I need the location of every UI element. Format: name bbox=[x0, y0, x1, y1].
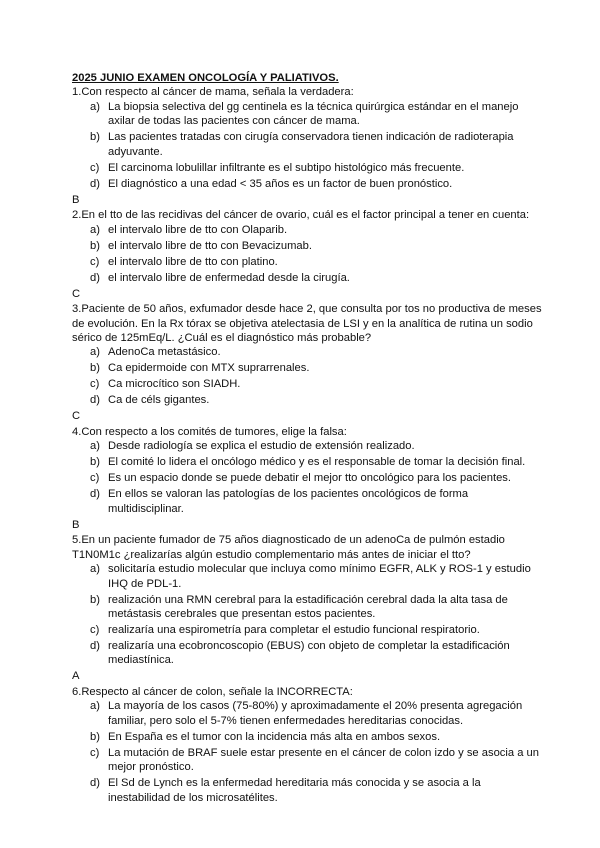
option-item bbox=[72, 699, 542, 728]
question-text: 6.Respecto al cáncer de colon, señale la INCORRECTA: bbox=[72, 686, 353, 699]
option-item bbox=[72, 223, 542, 237]
option-text: El comité lo lidera el oncólogo médico y es el responsable de tomar la decisión final. bbox=[108, 456, 526, 469]
option-list bbox=[72, 100, 542, 191]
option-item bbox=[72, 487, 542, 516]
option-text: El carcinoma lobulillar infiltrante es el subtipo histológico más frecuente. bbox=[108, 161, 465, 174]
option-letter: d) bbox=[90, 271, 100, 284]
option-letter: d) bbox=[90, 777, 100, 790]
option-text: Es un espacio donde se puede debatir el mejor tto oncológico para los pacientes. bbox=[108, 472, 512, 485]
option-item bbox=[72, 239, 542, 253]
option-letter: a) bbox=[90, 563, 100, 576]
question-2 bbox=[72, 208, 542, 301]
option-list bbox=[72, 699, 542, 805]
option-item bbox=[72, 393, 542, 407]
option-text: el intervalo libre de tto con Bevacizumab. bbox=[108, 239, 312, 252]
option-letter: b) bbox=[90, 730, 100, 743]
question-text: 2.En el tto de las recidivas del cáncer de ovario, cuál es el factor principal a tener en cuenta: bbox=[72, 209, 530, 222]
option-item bbox=[72, 623, 542, 637]
option-item bbox=[72, 361, 542, 375]
option-text: Ca microcítico son SIADH. bbox=[108, 378, 241, 391]
answer-key: B bbox=[72, 193, 80, 206]
question-text: 1.Con respecto al cáncer de mama, señala la verdadera: bbox=[72, 86, 354, 99]
option-item bbox=[72, 471, 542, 485]
option-item bbox=[72, 255, 542, 269]
option-letter: a) bbox=[90, 700, 100, 713]
option-text: el intervalo libre de enfermedad desde la cirugía. bbox=[108, 271, 350, 284]
option-item bbox=[72, 455, 542, 469]
option-letter: c) bbox=[90, 378, 100, 391]
option-letter: c) bbox=[90, 472, 100, 485]
option-letter: c) bbox=[90, 624, 100, 637]
answer-key: B bbox=[72, 518, 80, 531]
option-text: AdenoCa metastásico. bbox=[108, 346, 221, 359]
question-6 bbox=[72, 685, 542, 805]
option-letter: d) bbox=[90, 177, 100, 190]
option-text: el intervalo libre de tto con platino. bbox=[108, 255, 278, 268]
option-text: realización una RMN cerebral para la estadificación cerebral dada la alta tasa de metástasis cerebrales que presentan estos pacientes. bbox=[108, 593, 508, 621]
exam-title: 2025 JUNIO EXAMEN ONCOLOGÍA Y PALIATIVOS. bbox=[72, 72, 339, 84]
option-letter: d) bbox=[90, 488, 100, 501]
option-item bbox=[72, 562, 542, 591]
option-letter: b) bbox=[90, 239, 100, 252]
option-item bbox=[72, 639, 542, 668]
option-text: Ca epidermoide con MTX suprarrenales. bbox=[108, 362, 310, 375]
option-item bbox=[72, 161, 542, 175]
exam-document bbox=[72, 71, 542, 807]
answer-key: C bbox=[72, 410, 81, 423]
question-4 bbox=[72, 425, 542, 532]
answer-key: C bbox=[72, 287, 81, 300]
option-text: La mayoría de los casos (75-80%) y aproximadamente el 20% presenta agregación familiar, pero solo el 5-7% tienen enfermedades hereditarias conocidas. bbox=[108, 700, 523, 727]
option-letter: a) bbox=[90, 440, 100, 453]
option-item bbox=[72, 377, 542, 391]
option-text: Desde radiología se explica el estudio de extensión realizado. bbox=[108, 440, 415, 453]
question-text: 3.Paciente de 50 años, exfumador desde hace 2, que consulta por tos no productiva de meses de evolución. En la Rx tórax se objetiva atelectasia de LSI y en la analítica de rutina un sodio sérico de 125mEq/L. ¿Cuál es el diagnóstico más probable? bbox=[72, 303, 542, 345]
option-list bbox=[72, 223, 542, 285]
option-item bbox=[72, 177, 542, 191]
option-text: realizaría una ecobroncoscopio (EBUS) con objeto de completar la estadificación mediastínica. bbox=[108, 640, 510, 667]
question-1 bbox=[72, 85, 542, 207]
option-letter: c) bbox=[90, 255, 100, 268]
option-item bbox=[72, 100, 542, 129]
option-letter: d) bbox=[90, 394, 100, 407]
option-item bbox=[72, 593, 542, 622]
option-item bbox=[72, 271, 542, 285]
option-letter: c) bbox=[90, 161, 100, 174]
option-item bbox=[72, 746, 542, 775]
option-letter: a) bbox=[90, 346, 100, 359]
option-letter: b) bbox=[90, 456, 100, 469]
option-text: En España es el tumor con la incidencia más alta en ambos sexos. bbox=[108, 730, 441, 743]
option-text: realizaría una espirometría para completar el estudio funcional respiratorio. bbox=[108, 624, 480, 637]
option-text: En ellos se valoran las patologías de los pacientes oncológicos de forma multidisciplinar. bbox=[108, 488, 469, 515]
question-3 bbox=[72, 302, 542, 424]
option-text: el intervalo libre de tto con Olaparib. bbox=[108, 223, 288, 236]
option-item bbox=[72, 130, 542, 159]
option-letter: b) bbox=[90, 362, 100, 375]
option-text: El diagnóstico a una edad < 35 años es un factor de buen pronóstico. bbox=[108, 177, 453, 190]
option-letter: c) bbox=[90, 746, 100, 759]
question-text: 4.Con respecto a los comités de tumores, elige la falsa: bbox=[72, 426, 347, 439]
option-list bbox=[72, 439, 542, 516]
option-letter: a) bbox=[90, 100, 100, 113]
option-item bbox=[72, 730, 542, 744]
option-letter: b) bbox=[90, 131, 100, 144]
question-5 bbox=[72, 533, 542, 683]
option-letter: d) bbox=[90, 640, 100, 653]
option-letter: a) bbox=[90, 223, 100, 236]
option-text: El Sd de Lynch es la enfermedad hereditaria más conocida y se asocia a la inestabilidad de los microsatélites. bbox=[108, 777, 481, 804]
question-text: 5.En un paciente fumador de 75 años diagnosticado de un adenoCa de pulmón estadio T1N0M1c ¿realizarías algún estudio complementario más antes de iniciar el tto? bbox=[72, 534, 505, 561]
option-item bbox=[72, 776, 542, 805]
option-letter: b) bbox=[90, 593, 100, 606]
option-item bbox=[72, 345, 542, 359]
option-text: Ca de céls gigantes. bbox=[108, 394, 210, 407]
option-text: La biopsia selectiva del gg centinela es la técnica quirúrgica estándar en el manejo axilar de todas las pacientes con cáncer de mama. bbox=[108, 100, 519, 128]
option-item bbox=[72, 439, 542, 453]
option-list bbox=[72, 345, 542, 407]
answer-key: A bbox=[72, 670, 80, 683]
question-list bbox=[72, 85, 542, 805]
option-text: La mutación de BRAF suele estar presente en el cáncer de colon izdo y se asocia a un mejor pronóstico. bbox=[108, 746, 539, 774]
option-text: solicitaría estudio molecular que incluya como mínimo EGFR, ALK y ROS-1 y estudio IHQ de PDL-1. bbox=[108, 563, 531, 590]
option-text: Las pacientes tratadas con cirugía conservadora tienen indicación de radioterapia adyuvante. bbox=[108, 131, 514, 158]
option-list bbox=[72, 562, 542, 668]
